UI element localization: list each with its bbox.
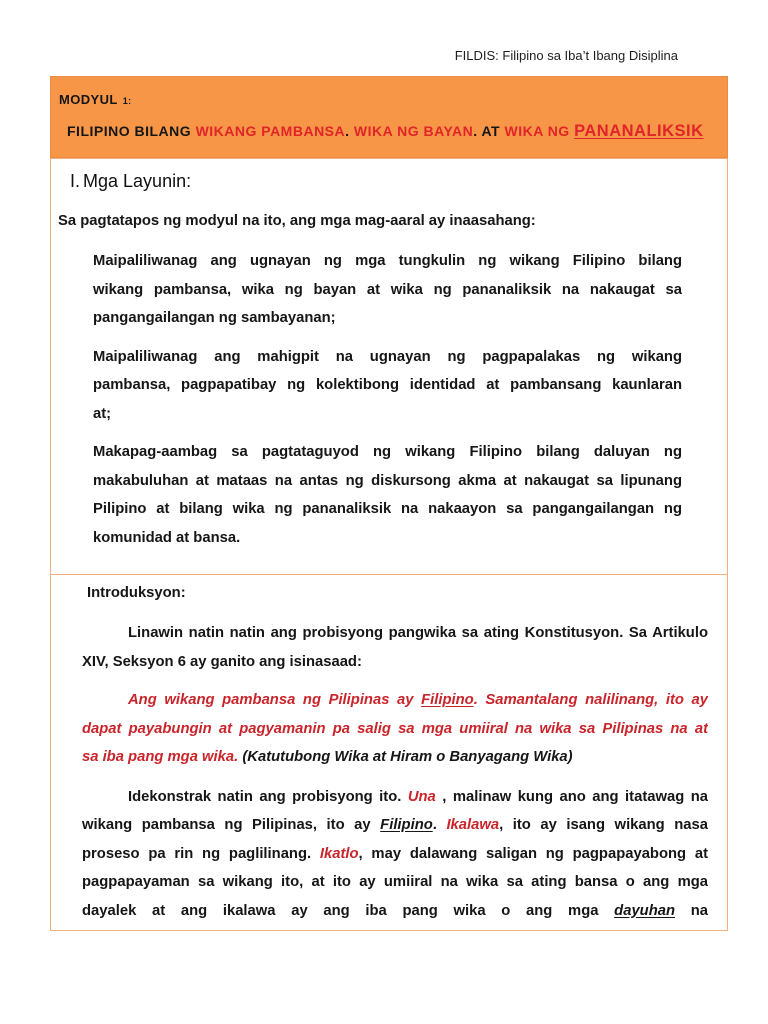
- intro-text: na: [675, 902, 708, 919]
- emphasis-dayuhan: dayuhan: [614, 902, 676, 919]
- intro-line: [82, 868, 708, 897]
- constitution-quote: [82, 686, 708, 772]
- quote-line: [82, 686, 708, 715]
- intro-line: Linawin natin natin ang probisyong pangwika sa ating Konstitusyon. Sa Artikulo: [128, 625, 708, 641]
- objective-line: pangangailangan ng sambayanan;: [93, 310, 336, 326]
- intro-text: , malinaw kung ano ang itatawag na: [435, 788, 708, 805]
- objectives-heading: [70, 169, 191, 193]
- intro-line: [82, 840, 708, 869]
- quote-note: (Katutubong Wika at Hiram o Banyagang Wika): [242, 749, 573, 765]
- intro-text: wikang pambansa ng Pilipinas, ito ay: [82, 817, 381, 833]
- objective-line: Maipaliliwanag ang ugnayan ng mga tungkulin ng wikang Filipino bilang: [93, 253, 682, 269]
- objective-line: makabuluhan at mataas na antas ng diskursong akma at nakaugat sa lipunang: [93, 472, 682, 489]
- emphasis-una: Una: [407, 788, 436, 805]
- emphasis-ikalawa: Ikalawa: [446, 817, 500, 833]
- module-label-text: MODYUL: [59, 92, 118, 107]
- intro-text: pagpapayaman sa wikang ito, at ito ay umiiral na wika sa ating bansa o ang mga: [82, 874, 708, 890]
- objectives-heading-text: Mga Layunin:: [83, 171, 192, 191]
- objective-line: Makapag-aambag sa pagtataguyod ng wikang Filipino bilang daluyan ng: [93, 444, 682, 460]
- quote-text: . Samantalang nalilinang, ito ay: [473, 692, 708, 708]
- emphasis-ikatlo: Ikatlo: [319, 845, 359, 862]
- intro-text: Idekonstrak natin ang probisyong ito.: [128, 788, 408, 805]
- intro-text: .: [432, 817, 447, 833]
- objectives-lead-sentence: Sa pagtatapos ng modyul na ito, ang mga mag-aaral ay inaasahang:: [58, 213, 536, 229]
- quote-text: dapat payabungin at pagyamanin pa salig sa mga umiiral na wika sa Pilipinas na at: [82, 720, 708, 737]
- objective-line: wikang pambansa, wika ng bayan at wika ng pananaliksik na nakaugat sa: [93, 281, 682, 298]
- title-separator: .: [345, 123, 350, 139]
- objective-line: Pilipino at bilang wika ng pananaliksik na nakaayon sa pangangailangan ng: [93, 501, 682, 517]
- section-numeral: I.: [70, 171, 81, 191]
- intro-line: [82, 783, 708, 812]
- objective-item: [93, 343, 682, 429]
- objective-line: Maipaliliwanag ang mahigpit na ugnayan ng pagpapalakas ng wikang: [93, 348, 682, 365]
- emphasis-filipino: Filipino: [380, 817, 433, 833]
- intro-text: , may dalawang saligan ng pagpapayabong at: [358, 845, 708, 862]
- introduction-body: [82, 619, 708, 925]
- title-part-wika-ng-bayan: WIKA NG BAYAN: [353, 123, 474, 139]
- quote-text: sa iba pang mga wika.: [82, 749, 243, 765]
- quote-text: Ang wikang pambansa ng Pilipinas ay: [128, 692, 422, 708]
- intro-text: dayalek at ang ikalawa ay ang iba pang wika o ang mga: [82, 902, 615, 919]
- quote-line: [82, 743, 708, 772]
- objective-item: [93, 247, 682, 333]
- intro-line: XIV, Seksyon 6 ay ganito ang isinasaad:: [82, 653, 362, 670]
- objective-line: pambansa, pagpapatibay ng kolektibong identidad at pambansang kaunlaran: [93, 377, 682, 393]
- objective-line: at;: [93, 405, 112, 422]
- module-title: [67, 119, 704, 143]
- intro-line: [82, 897, 708, 926]
- introduction-heading: Introduksyon:: [87, 585, 186, 601]
- title-part-wikang-pambansa: WIKANG PAMBANSA: [195, 123, 346, 139]
- title-part-at: AT: [481, 123, 501, 139]
- objective-line: komunidad at bansa.: [93, 529, 241, 546]
- objectives-section: [50, 158, 728, 575]
- objective-item: [93, 438, 682, 552]
- module-label: [59, 91, 132, 110]
- title-part-filipino-bilang: FILIPINO BILANG: [67, 123, 192, 139]
- module-banner: [50, 76, 728, 158]
- document-running-header: FILDIS: Filipino sa Iba’t Ibang Disiplina: [454, 48, 678, 63]
- quote-line: [82, 715, 708, 744]
- title-part-wika-ng: WIKA NG: [504, 123, 570, 139]
- intro-paragraph: [82, 783, 708, 926]
- title-separator: .: [473, 123, 478, 139]
- intro-text: , ito ay isang wikang nasa: [499, 817, 708, 833]
- title-part-pananaliksik: PANANALIKSIK: [574, 122, 704, 140]
- intro-text: proseso pa rin ng paglilinang.: [82, 845, 320, 862]
- objectives-list: [93, 247, 682, 552]
- module-number: 1:: [122, 96, 132, 106]
- quote-emphasis-filipino: Filipino: [421, 692, 474, 708]
- intro-line: [82, 811, 708, 840]
- intro-paragraph: [82, 619, 708, 676]
- introduction-section: [50, 574, 728, 931]
